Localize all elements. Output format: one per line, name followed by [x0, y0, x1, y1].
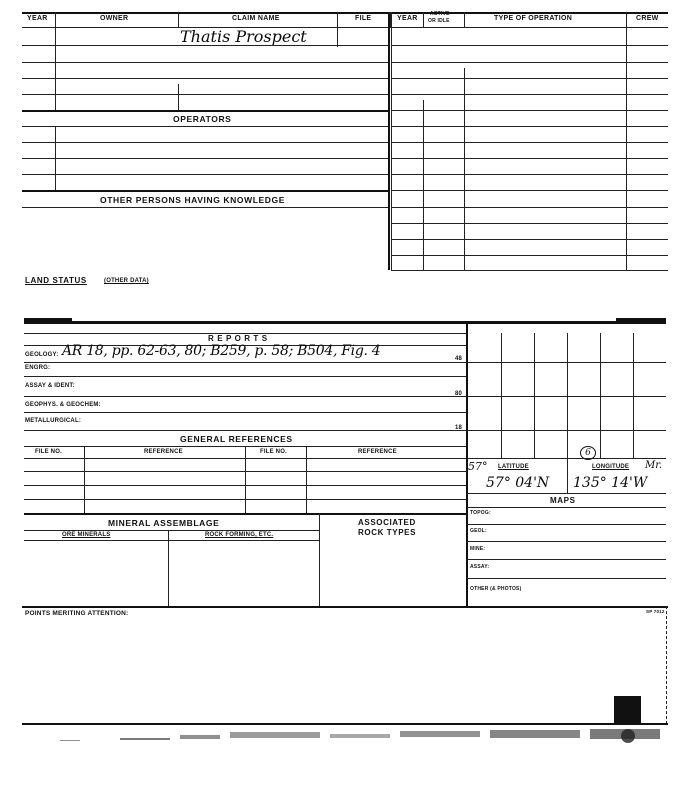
latitude-prefix: 57°	[468, 460, 488, 473]
report-label-metallurgical: METALLURGICAL:	[25, 418, 82, 424]
longitude-label: LONGITUDE	[592, 464, 630, 470]
report-geology-value: AR 18, pp. 62-63, 80; B259, p. 58; B504, Fig. 4	[62, 343, 381, 359]
ref-header-reference-2: REFERENCE	[358, 449, 397, 455]
rock-types-label: ROCK TYPES	[358, 528, 417, 537]
rock-forming-label: ROCK FORMING, ETC.	[205, 532, 274, 538]
land-status-label: LAND STATUS	[25, 276, 87, 285]
report-number-80: 80	[455, 391, 463, 397]
ref-header-file-no-2: FILE NO.	[260, 449, 287, 455]
header-year: YEAR	[27, 15, 48, 22]
report-label-assay: ASSAY & IDENT:	[25, 383, 75, 389]
claim-name-handwritten: Thatis Prospect	[180, 27, 307, 46]
longitude-note: Mr.	[645, 460, 663, 471]
header-type-of-operation: TYPE OF OPERATION	[494, 15, 573, 22]
mineral-assemblage-title: MINERAL ASSEMBLAGE	[108, 518, 220, 528]
operators-label: OPERATORS	[173, 114, 232, 124]
report-label-engrg: ENGRG:	[25, 365, 51, 371]
header-file: FILE	[355, 15, 372, 22]
header-active-idle-1: ACTIVE	[430, 11, 450, 17]
associated-label: ASSOCIATED	[358, 518, 416, 527]
points-meriting-attention-label: POINTS MERITING ATTENTION:	[25, 610, 129, 617]
ref-header-reference-1: REFERENCE	[144, 449, 183, 455]
header-owner: OWNER	[100, 15, 129, 22]
top-left-bar-mark	[24, 318, 72, 324]
maps-other: OTHER (& PHOTOS)	[470, 586, 522, 592]
ref-header-file-no-1: FILE NO.	[35, 449, 62, 455]
latitude-value: 57° 04'N	[486, 475, 550, 491]
header-active-idle-2: OR IDLE	[428, 18, 450, 24]
ore-minerals-label: ORE MINERALS	[62, 532, 111, 538]
report-label-geology: GEOLOGY:	[25, 352, 59, 358]
report-number-48: 48	[455, 356, 463, 362]
maps-assay: ASSAY:	[470, 564, 490, 570]
maps-mine: MINE:	[470, 546, 486, 552]
maps-topog: TOPOG:	[470, 510, 491, 516]
top-right-bar-mark	[616, 318, 666, 324]
header-op-year: YEAR	[397, 15, 418, 22]
scan-noise-band	[0, 726, 678, 756]
form-number: SP 7012	[646, 609, 665, 614]
latitude-label: LATITUDE	[498, 464, 529, 470]
header-crew: CREW	[636, 15, 659, 22]
reports-title: R E P O R T S	[208, 334, 268, 343]
report-label-geophys: GEOPHYS. & GEOCHEM:	[25, 402, 101, 408]
maps-geol: GEOL:	[470, 528, 487, 534]
report-number-18: 18	[455, 425, 463, 431]
longitude-value: 135° 14'W	[573, 475, 648, 491]
header-claim-name: CLAIM NAME	[232, 15, 280, 22]
circled-mark	[580, 446, 596, 460]
other-persons-label: OTHER PERSONS HAVING KNOWLEDGE	[100, 195, 286, 205]
corner-block-mark	[614, 696, 641, 723]
circled-mark-text: 6	[585, 448, 591, 458]
general-references-title: GENERAL REFERENCES	[180, 434, 293, 444]
land-status-sub: (OTHER DATA)	[104, 278, 149, 284]
maps-title: MAPS	[550, 496, 576, 505]
